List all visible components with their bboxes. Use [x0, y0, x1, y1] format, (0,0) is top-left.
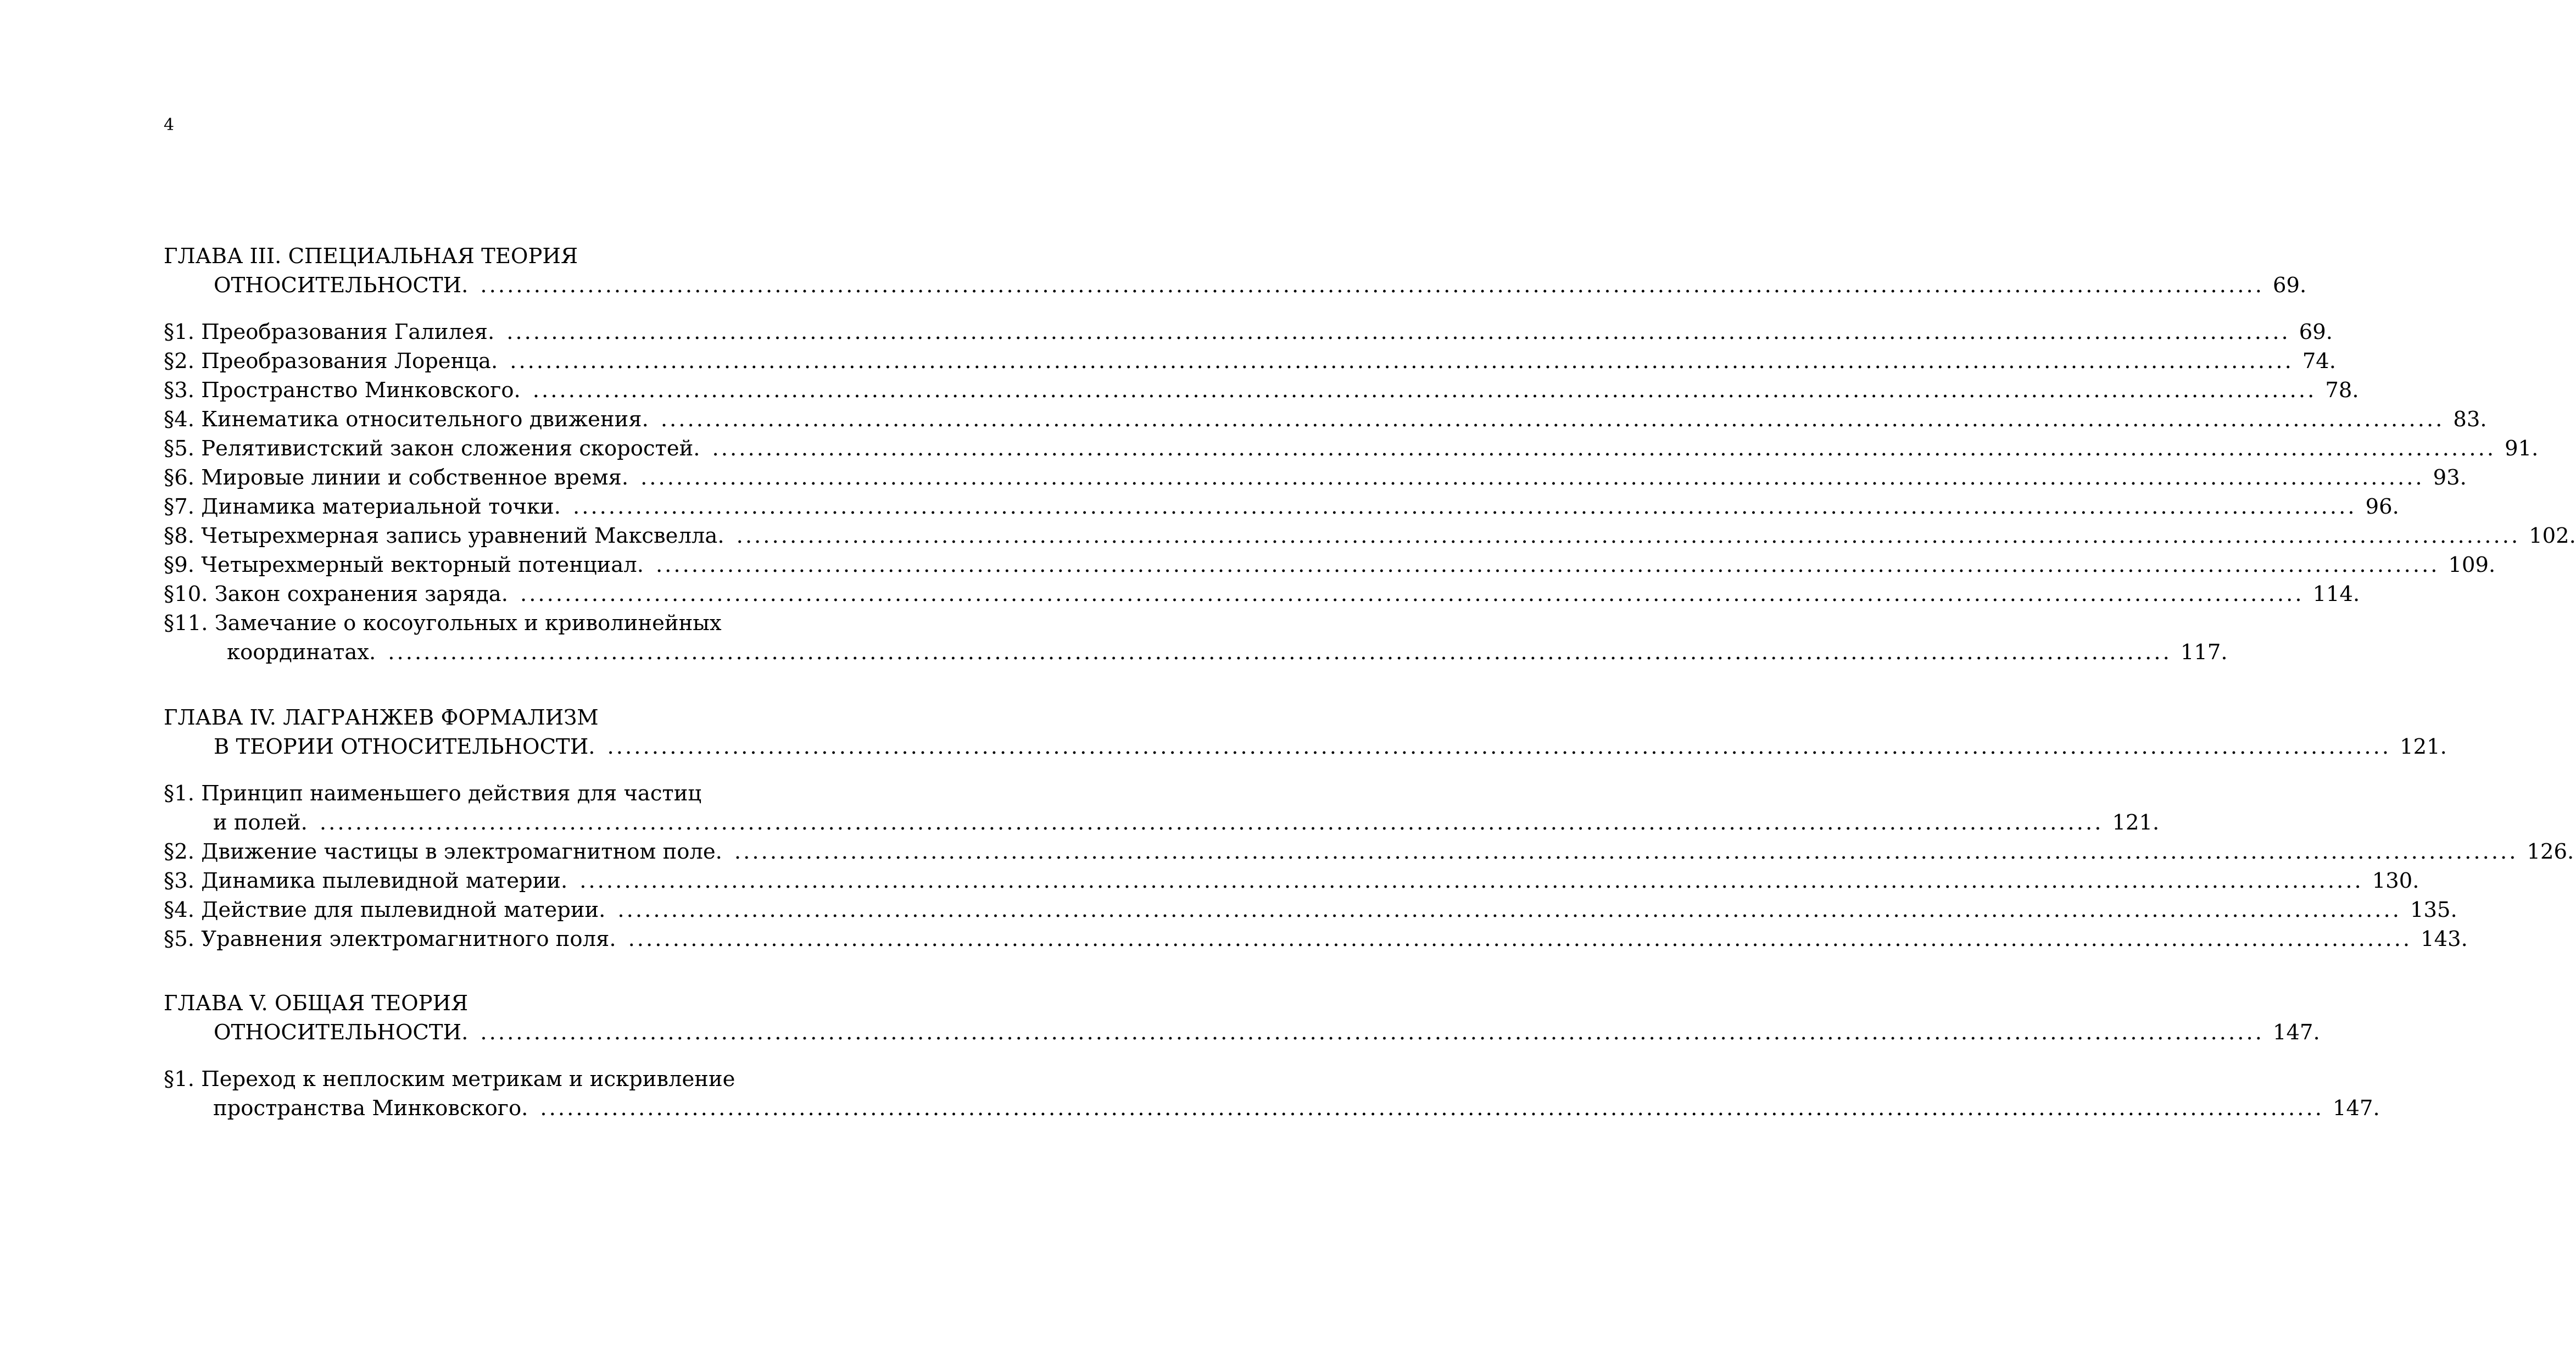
section-number: §3. — [164, 868, 194, 893]
section-title: Мировые линии и собственное время. — [201, 465, 629, 490]
section-number: §5. — [164, 927, 194, 951]
section-title-continued: пространства Минковского. — [213, 1096, 528, 1121]
leader-dots: ........................................................................................................................................................................................................ — [540, 1096, 2324, 1121]
section-page: 93. — [2433, 465, 2467, 490]
section-title: Кинематика относительного движения. — [201, 407, 649, 432]
section-page: 117. — [2180, 640, 2228, 665]
section-entry[interactable] — [164, 550, 2496, 580]
section-entry[interactable] — [164, 434, 2539, 464]
section-number: §10. — [164, 582, 208, 606]
section-title-continued: и полей. — [213, 810, 308, 835]
section-number: §1. — [164, 1067, 194, 1092]
section-entry[interactable] — [164, 376, 2359, 405]
section-entry[interactable] — [164, 837, 2574, 867]
section-title: Переход к неплоским метрикам и искривление — [201, 1067, 735, 1092]
section-page: 143. — [2421, 927, 2468, 951]
chapter-title-line1: ГЛАВА V. ОБЩАЯ ТЕОРИЯ — [164, 991, 469, 1016]
section-page: 126. — [2527, 839, 2574, 864]
section-number: §6. — [164, 465, 194, 490]
section-number: §4. — [164, 898, 194, 922]
chapter-title-line1: ГЛАВА III. СПЕЦИАЛЬНАЯ ТЕОРИЯ — [164, 244, 578, 269]
section-title: Замечание о косоугольных и криволинейных — [214, 611, 722, 636]
section-number: §7. — [164, 494, 194, 519]
leader-dots: ........................................................................................................................................................................................................ — [660, 407, 2445, 432]
leader-dots: ........................................................................................................................................................................................................ — [480, 1020, 2264, 1045]
section-title: Пространство Минковского. — [201, 378, 521, 403]
section-title: Закон сохранения заряда. — [214, 582, 508, 606]
section-number: §1. — [164, 781, 194, 806]
chapter-title-line2: В ТЕОРИИ ОТНОСИТЕЛЬНОСТИ. — [214, 734, 595, 759]
leader-dots: ........................................................................................................................................................................................................ — [520, 582, 2304, 606]
section-title: Преобразования Лоренца. — [201, 349, 498, 374]
section-entry[interactable] — [164, 405, 2487, 435]
section-number: §1. — [164, 320, 194, 344]
leader-dots: ........................................................................................................................................................................................................ — [734, 839, 2518, 864]
section-number: §5. — [164, 436, 194, 461]
chapter-page: 121. — [2400, 734, 2447, 759]
leader-dots: ........................................................................................................................................................................................................ — [572, 494, 2357, 519]
section-entry[interactable] — [164, 580, 2360, 609]
section-title-continued: координатах. — [227, 640, 376, 665]
section-page: 96. — [2365, 494, 2399, 519]
leader-dots: ........................................................................................................................................................................................................ — [607, 734, 2391, 759]
leader-dots: ........................................................................................................................................................................................................ — [532, 378, 2317, 403]
chapter-entry[interactable] — [164, 732, 2447, 762]
section-title: Релятивистский закон сложения скоростей. — [201, 436, 700, 461]
section-entry-line2[interactable] — [164, 808, 2160, 838]
section-number: §11. — [164, 611, 208, 636]
chapter-title-line2: ОТНОСИТЕЛЬНОСТИ. — [214, 1020, 469, 1045]
section-entry-line1[interactable] — [164, 779, 884, 809]
section-entry[interactable] — [164, 895, 2457, 925]
leader-dots: ........................................................................................................................................................................................................ — [655, 553, 2440, 577]
section-entry[interactable] — [164, 866, 2419, 896]
section-entry[interactable] — [164, 463, 2467, 493]
section-title: Четырехмерный векторный потенциал. — [201, 553, 644, 577]
leader-dots: ........................................................................................................................................................................................................ — [388, 640, 2172, 665]
section-title: Принцип наименьшего действия для частиц — [201, 781, 702, 806]
section-page: 102. — [2529, 524, 2576, 548]
section-entry[interactable] — [164, 925, 2468, 954]
leader-dots: ........................................................................................................................................................................................................ — [617, 898, 2402, 922]
chapter-entry[interactable] — [164, 271, 2307, 300]
section-page: 121. — [2112, 810, 2160, 835]
section-entry-line1[interactable] — [164, 1065, 884, 1094]
leader-dots: ........................................................................................................................................................................................................ — [510, 349, 2294, 374]
section-entry[interactable] — [164, 492, 2399, 522]
section-number: §2. — [164, 839, 194, 864]
leader-dots: ........................................................................................................................................................................................................ — [640, 465, 2424, 490]
section-page: 147. — [2333, 1096, 2380, 1121]
section-number: §9. — [164, 553, 194, 577]
section-title: Четырехмерная запись уравнений Максвелла. — [201, 524, 724, 548]
section-entry-line1[interactable] — [164, 609, 884, 638]
chapter-entry[interactable] — [164, 1018, 2320, 1048]
section-page: 83. — [2453, 407, 2487, 432]
section-page: 130. — [2372, 868, 2419, 893]
section-page: 109. — [2448, 553, 2496, 577]
section-number: §3. — [164, 378, 194, 403]
section-title: Динамика материальной точки. — [201, 494, 561, 519]
section-page: 78. — [2325, 378, 2359, 403]
section-entry-line2[interactable] — [164, 1094, 2380, 1123]
section-page: 69. — [2299, 320, 2333, 344]
section-number: §8. — [164, 524, 194, 548]
leader-dots: ........................................................................................................................................................................................................ — [506, 320, 2290, 344]
section-title: Динамика пылевидной материи. — [201, 868, 568, 893]
chapter-page: 147. — [2272, 1020, 2320, 1045]
chapter-title-line1: ГЛАВА IV. ЛАГРАНЖЕВ ФОРМАЛИЗМ — [164, 705, 599, 730]
chapter-page: 69. — [2272, 273, 2307, 298]
chapter-title-line2: ОТНОСИТЕЛЬНОСТИ. — [214, 273, 469, 298]
section-entry[interactable] — [164, 347, 2337, 376]
section-entry-line2[interactable] — [164, 638, 2228, 667]
section-number: §2. — [164, 349, 194, 374]
section-title: Преобразования Галилея. — [201, 320, 495, 344]
section-title: Уравнения электромагнитного поля. — [201, 927, 616, 951]
section-title: Действие для пылевидной материи. — [201, 898, 606, 922]
page-number: 4 — [164, 115, 175, 135]
section-page: 74. — [2302, 349, 2337, 374]
leader-dots: ........................................................................................................................................................................................................ — [628, 927, 2412, 951]
leader-dots: ........................................................................................................................................................................................................ — [736, 524, 2521, 548]
section-page: 135. — [2410, 898, 2457, 922]
section-page: 91. — [2505, 436, 2539, 461]
leader-dots: ........................................................................................................................................................................................................ — [319, 810, 2104, 835]
leader-dots: ........................................................................................................................................................................................................ — [712, 436, 2496, 461]
leader-dots: ........................................................................................................................................................................................................ — [480, 273, 2264, 298]
section-entry[interactable] — [164, 318, 2333, 347]
section-title: Движение частицы в электромагнитном поле. — [201, 839, 722, 864]
leader-dots: ........................................................................................................................................................................................................ — [579, 868, 2363, 893]
section-page: 114. — [2312, 582, 2360, 606]
section-entry[interactable] — [164, 521, 2576, 551]
section-number: §4. — [164, 407, 194, 432]
